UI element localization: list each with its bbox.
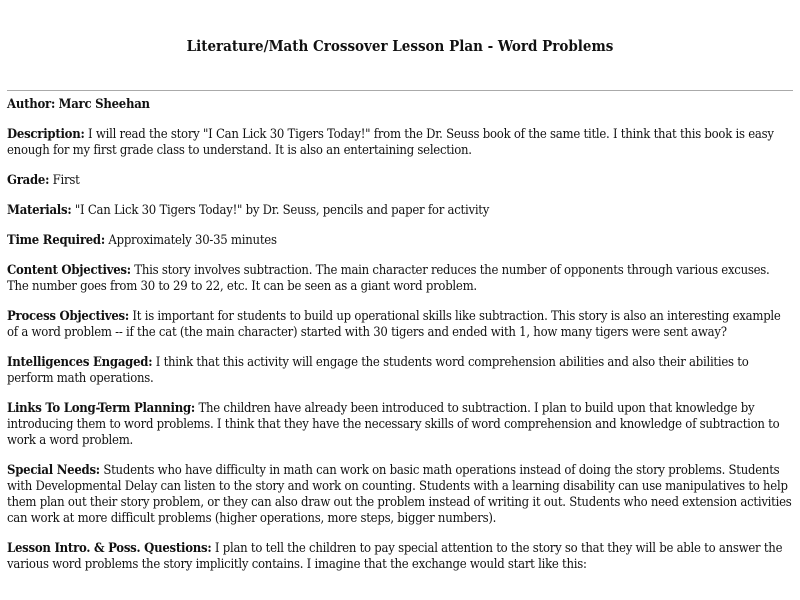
- section-label: Process Objectives:: [7, 309, 129, 324]
- section-description: [7, 127, 793, 159]
- section-links-to-long-term-planning: [7, 401, 793, 449]
- lesson-sections: [7, 97, 793, 573]
- section-label: Intelligences Engaged:: [7, 355, 153, 370]
- section-content-objectives: [7, 263, 793, 295]
- page-title: Literature/Math Crossover Lesson Plan - Word Problems: [186, 37, 614, 55]
- section-label: Special Needs:: [7, 463, 100, 478]
- section-text: Students who have difficulty in math can work on basic math operations instead of doing the story problems. Students with Developmental Delay can listen to the story and work on counting. Students with a learning disability can use manipulatives to help them plan out their story problem, or they can also draw out the problem instead of writing it out. Students who need extension activities can work at more difficult problems (higher operations, more steps, bigger numbers).: [7, 463, 792, 526]
- section-process-objectives: [7, 309, 793, 341]
- section-text: I plan to tell the children to pay special attention to the story so that they will be able to answer the various word problems the story implicitly contains. I imagine that the exchange would start like this:: [7, 541, 783, 572]
- section-text: The children have already been introduced to subtraction. I plan to build upon that knowledge by introducing them to word problems. I think that they have the necessary skills of word comprehension and knowledge of subtraction to work a word problem.: [7, 401, 780, 448]
- divider: [7, 90, 793, 91]
- section-text: Marc Sheehan: [58, 97, 150, 112]
- section-label: Content Objectives:: [7, 263, 131, 278]
- section-text: This story involves subtraction. The main character reduces the number of opponents through various excuses. The number goes from 30 to 29 to 22, etc. It can be seen as a giant word problem.: [7, 263, 770, 294]
- section-text: I will read the story "I Can Lick 30 Tigers Today!" from the Dr. Seuss book of the same title. I think that this book is easy enough for my first grade class to understand. It is also an entertaining selection.: [7, 127, 774, 158]
- section-time-required: [7, 233, 793, 249]
- section-intelligences-engaged: [7, 355, 793, 387]
- section-materials: [7, 203, 793, 219]
- section-grade: [7, 173, 793, 189]
- section-text: Approximately 30-35 minutes: [108, 233, 277, 248]
- section-lesson-intro-poss-questions: [7, 541, 793, 573]
- section-label: Grade:: [7, 173, 50, 188]
- section-text: First: [52, 173, 80, 188]
- section-author: [7, 97, 793, 113]
- section-text: I think that this activity will engage the students word comprehension abilities and also their abilities to perform math operations.: [7, 355, 749, 386]
- section-label: Lesson Intro. & Poss. Questions:: [7, 541, 212, 556]
- section-label: Materials:: [7, 203, 72, 218]
- section-label: Links To Long-Term Planning:: [7, 401, 195, 416]
- section-label: Time Required:: [7, 233, 105, 248]
- section-text: It is important for students to build up operational skills like subtraction. This story is also an interesting example of a word problem -- if the cat (the main character) started with 30 tigers and ended with 1, how many tigers were sent away?: [7, 309, 781, 340]
- section-label: Author:: [7, 97, 56, 112]
- section-text: "I Can Lick 30 Tigers Today!" by Dr. Seuss, pencils and paper for activity: [74, 203, 490, 218]
- section-label: Description:: [7, 127, 85, 142]
- section-special-needs: [7, 463, 793, 527]
